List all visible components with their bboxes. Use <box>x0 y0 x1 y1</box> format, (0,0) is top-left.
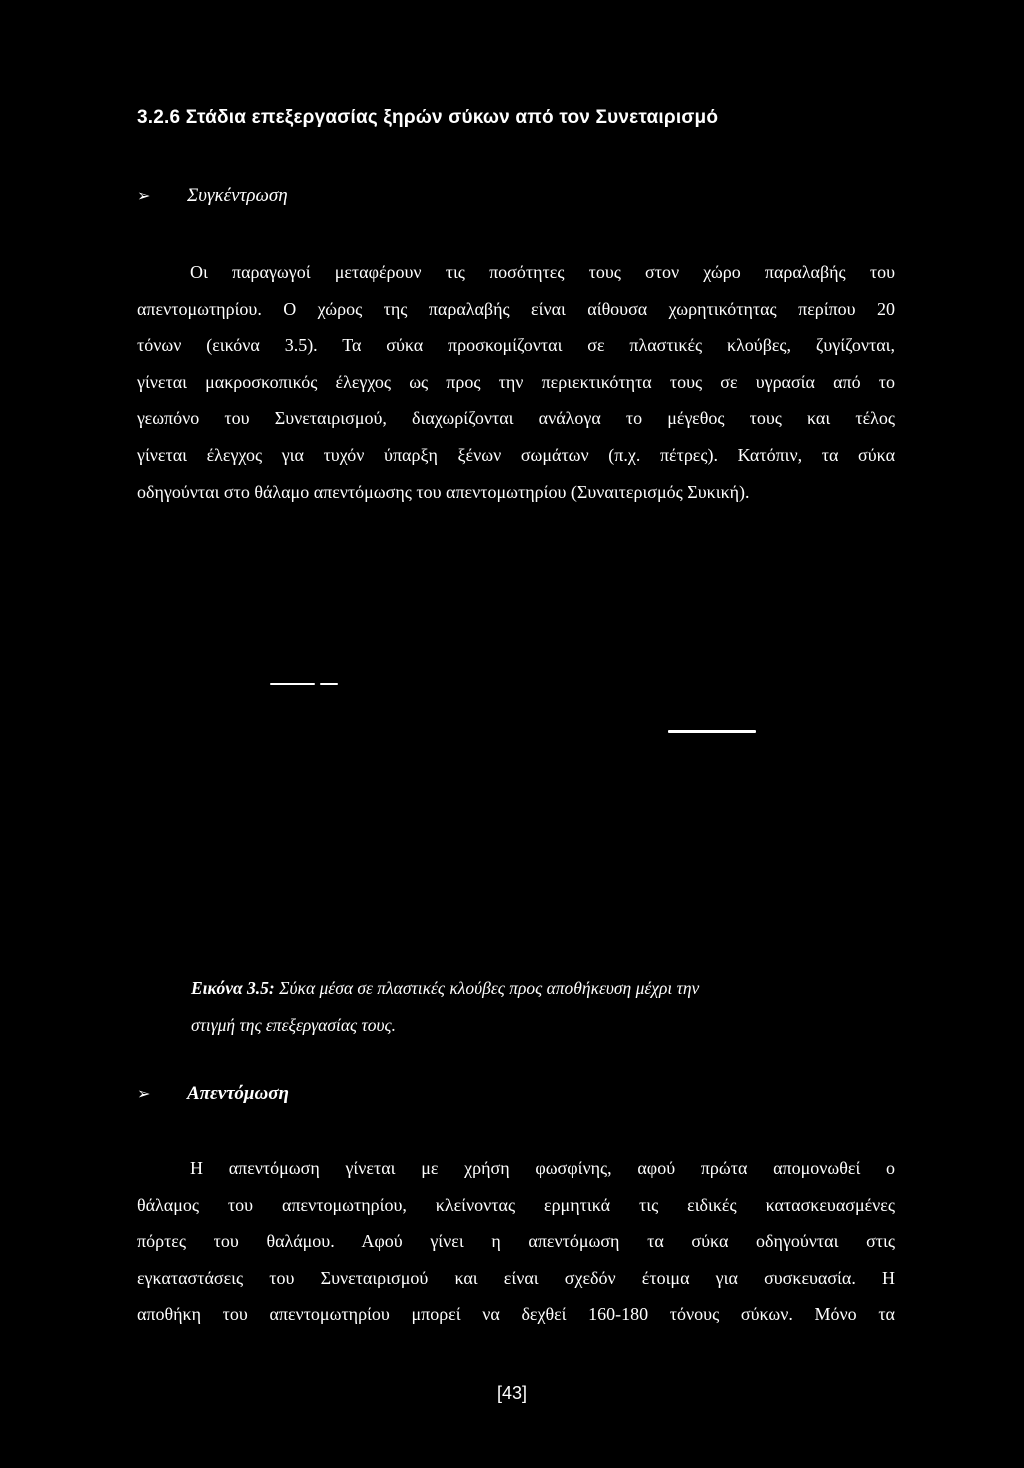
figure-artifact <box>320 683 338 685</box>
paragraph-line: γεωπόνο του Συνεταιρισμού, διαχωρίζονται ανάλογα το μέγεθος τους και τέλος <box>137 408 895 429</box>
caption-label: Εικόνα 3.5: <box>191 978 275 998</box>
subsection-title: Απεντόμωση <box>187 1083 289 1104</box>
collection-paragraph <box>137 254 895 510</box>
caption-text: στιγμή της επεξεργασίας τους. <box>191 1015 397 1035</box>
figure-artifact <box>668 730 756 733</box>
caption-text: Σύκα μέσα σε πλαστικές κλούβες προς αποθήκευση μέχρι την <box>274 978 700 998</box>
paragraph-line: γίνεται μακροσκοπικός έλεγχος ως προς την περιεκτικότητα τους σε υγρασία από το <box>137 371 895 392</box>
arrow-bullet-icon: ➢ <box>137 1086 151 1103</box>
paragraph-line: θάλαμος του απεντομωτηρίου, κλείνοντας ερμητικά τις ειδικές κατασκευασμένες <box>137 1194 895 1215</box>
paragraph-line: Η απεντόμωση γίνεται με χρήση φωσφίνης, αφού πρώτα απομονωθεί ο <box>190 1158 895 1178</box>
figure-image <box>250 660 790 960</box>
paragraph-line: εγκαταστάσεις του Συνεταιρισμού και είναι σχεδόν έτοιμα για συσκευασία. Η <box>137 1267 895 1288</box>
section-heading: 3.2.6 Στάδια επεξεργασίας ξηρών σύκων από τον Συνεταιρισμό <box>137 107 719 128</box>
paragraph-line: γίνεται έλεγχος για τυχόν ύπαρξη ξένων σωμάτων (π.χ. πέτρες). Κατόπιν, τα σύκα <box>137 444 895 465</box>
paragraph-line: απεντομωτηρίου. Ο χώρος της παραλαβής είναι αίθουσα χωρητικότητας περίπου 20 <box>137 298 895 319</box>
subsection-collection-heading <box>137 185 288 207</box>
subsection-fumigation-heading <box>137 1083 289 1105</box>
paragraph-line: πόρτες του θαλάμου. Αφού γίνει η απεντόμωση τα σύκα οδηγούνται στις <box>137 1231 895 1252</box>
arrow-bullet-icon: ➢ <box>137 188 151 205</box>
paragraph-line: αποθήκη του απεντομωτηρίου μπορεί να δεχθεί 160-180 τόνους σύκων. Μόνο τα <box>137 1304 895 1325</box>
figure-caption <box>191 970 851 1044</box>
subsection-title: Συγκέντρωση <box>187 185 288 206</box>
figure-artifact <box>270 683 315 685</box>
fumigation-paragraph <box>137 1150 895 1333</box>
paragraph-line: οδηγούνται στο θάλαμο απεντόμωσης του απεντομωτηρίου (Συναιτερισμός Συκική). <box>137 481 750 502</box>
paragraph-line: τόνων (εικόνα 3.5). Τα σύκα προσκομίζονται σε πλαστικές κλούβες, ζυγίζονται, <box>137 335 895 356</box>
paragraph-line: Οι παραγωγοί μεταφέρουν τις ποσότητες τους στον χώρο παραλαβής του <box>190 262 895 282</box>
page-number: [43] <box>496 1383 528 1403</box>
